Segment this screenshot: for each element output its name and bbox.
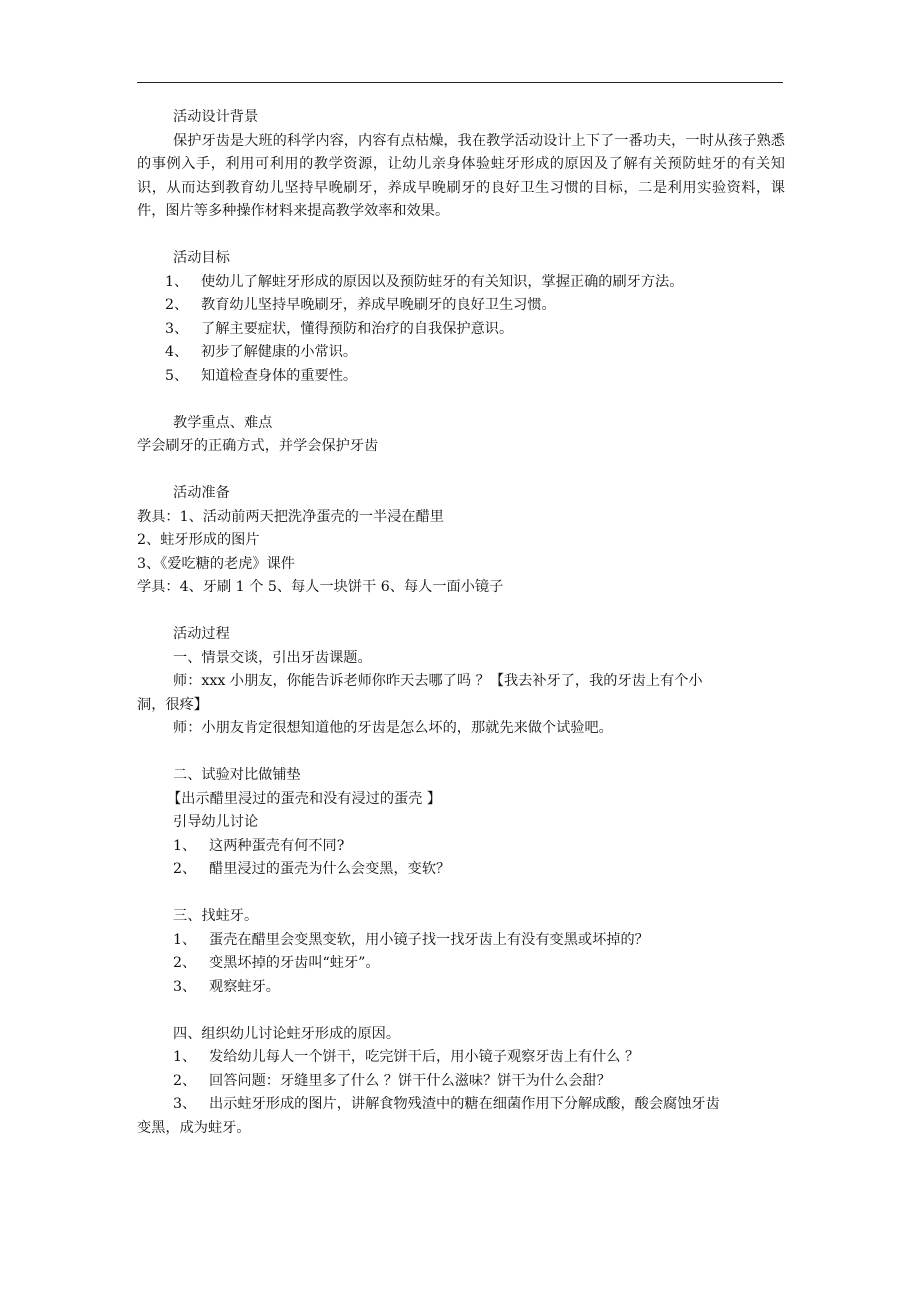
goal-item: 3、 了解主要症状，懂得预防和治疗的自我保护意识。 <box>165 320 514 337</box>
dialog-line: 师：xxx 小朋友，你能告诉老师你昨天去哪了吗 ？【我去补牙了，我的牙齿上有个小 <box>173 673 703 689</box>
process-step-title: 四、组织幼儿讨论蛀牙形成的原因。 <box>173 1025 401 1042</box>
step-item: 2、 回答问题：牙缝里多了什么 ？饼干什么滋味？饼干为什么会甜？ <box>173 1072 611 1089</box>
discussion-item: 1、 这两种蛋壳有何不同? <box>173 837 345 854</box>
prep-line: 教具：1、活动前两天把洗净蛋壳的一半浸在醋里 <box>137 508 444 525</box>
dialog-line: 师：小朋友肯定很想知道他的牙齿是怎么坏的，那就先来做个试验吧。 <box>173 720 613 736</box>
guide-line: 引导幼儿讨论 <box>173 814 259 830</box>
process-step-title: 二、试验对比做铺垫 <box>173 767 301 783</box>
prep-line: 3、《爱吃糖的老虎》课件 <box>137 555 295 572</box>
discussion-item: 2、 醋里浸过的蛋壳为什么会变黑，变软？ <box>173 861 451 877</box>
section-heading-background: 活动设计背景 <box>173 109 259 125</box>
step-item-cont: 变黑，成为蛀牙。 <box>137 1119 251 1136</box>
step-item: 3、 出示蛀牙形成的图片，讲解食物残渣中的糖在细菌作用下分解成酸，酸会腐蚀牙齿 <box>173 1096 720 1112</box>
goal-item: 1、 使幼儿了解蛀牙形成的原因以及预防蛀牙的有关知识，掌握正确的刷牙方法。 <box>165 273 684 290</box>
document-body <box>137 106 785 1140</box>
step-item: 1、 发给幼儿每人一个饼干，吃完饼干后，用小镜子观察牙齿上有什么 ？ <box>173 1049 640 1065</box>
section-heading-keypoints: 教学重点、难点 <box>173 414 273 431</box>
process-step-title: 一、情景交谈，引出牙齿课题。 <box>173 649 372 666</box>
section-heading-goals: 活动目标 <box>173 250 230 266</box>
header-rule <box>137 82 783 83</box>
section-heading-process: 活动过程 <box>173 626 230 642</box>
bracket-note: 【出示醋里浸过的蛋壳和没有浸过的蛋壳 】 <box>167 790 442 807</box>
goal-item: 5、 知道检查身体的重要性。 <box>165 367 358 384</box>
step-item: 1、 蛋壳在醋里会变黑变软，用小镜子找一找牙齿上有没有变黑或坏掉的？ <box>173 931 649 948</box>
step-item: 3、 观察蛀牙。 <box>173 978 280 995</box>
background-paragraph: 保护牙齿是大班的科学内容，内容有点枯燥，我在教学活动设计上下了一番功夫，一时从孩子熟悉的事例入手，利用可利用的教学资源，让幼儿亲身体验蛀牙形成的原因及了解有关预防蛀牙的有关知识，从而达到教育幼儿坚持早晚刷牙，养成早晚刷牙的良好卫生习惯的目标，二是利用实验资料，课件，图片等多种操作材料来提高教学效率和效果。 <box>137 132 785 219</box>
section-heading-prep: 活动准备 <box>173 485 230 501</box>
process-step-title: 三、找蛀牙。 <box>173 908 259 924</box>
keypoints-text: 学会刷牙的正确方式，并学会保护牙齿 <box>137 438 379 454</box>
dialog-line-cont: 洞，很疼】 <box>137 696 208 713</box>
prep-line: 2、蛀牙形成的图片 <box>137 532 260 548</box>
step-item: 2、 变黑坏掉的牙齿叫“蛀牙”。 <box>173 955 380 971</box>
goal-item: 4、 初步了解健康的小常识。 <box>165 344 358 360</box>
prep-line: 学具：4、牙刷 1 个 5、每人一块饼干 6、每人一面小镜子 <box>137 579 504 595</box>
goal-item: 2、 教育幼儿坚持早晚刷牙，养成早晚刷牙的良好卫生习惯。 <box>165 297 556 313</box>
